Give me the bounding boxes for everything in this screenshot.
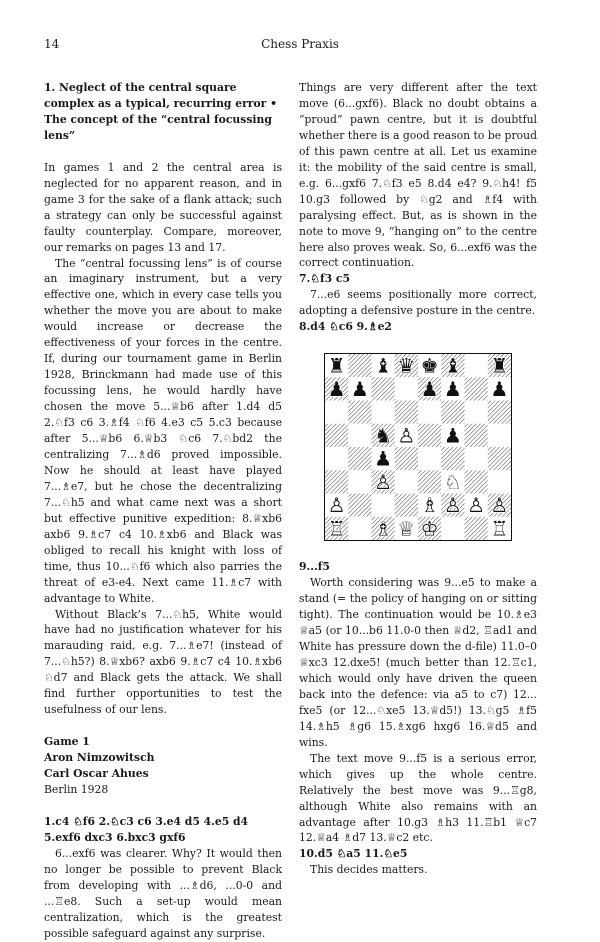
black-knight-icon: ♞ — [374, 423, 393, 448]
dark-square — [465, 517, 488, 540]
black-pawn-icon: ♟ — [374, 446, 393, 471]
dark-square — [348, 447, 371, 470]
light-square — [488, 424, 511, 447]
black-bishop-icon: ♝ — [443, 354, 462, 378]
paragraph: 6...exf6 was clearer. Why? It would then no longer be possible to prevent Black from developing with ...♗d6, ...0-0 and ...♖e8. Such a set-up would mean centralization, which is the greatest possible safeguard against any surprise. — [44, 846, 282, 940]
light-square — [418, 401, 441, 424]
black-player: Carl Oscar Ahues — [44, 767, 149, 781]
paragraph: The text move 9...f5 is a serious error, which gives up the whole centre. Relatively the best move was 9...♖g8, although White also remains with an advantage after 10.g3 ♗h3 11.♖b1 ♕c7 12.♕a4 ♗d7 13.♕c2 etc. — [299, 751, 537, 845]
white-pawn-icon: ♙ — [397, 423, 416, 448]
black-pawn-icon: ♟ — [490, 377, 509, 402]
dark-square — [325, 471, 348, 494]
white-pawn-icon: ♙ — [374, 470, 393, 495]
light-square — [348, 471, 371, 494]
white-rook-icon: ♖ — [490, 516, 509, 541]
light-square — [395, 471, 418, 494]
light-square — [465, 447, 488, 470]
black-pawn-icon: ♟ — [443, 377, 462, 402]
white-king-icon: ♔ — [420, 516, 439, 541]
right-column — [299, 80, 537, 878]
white-queen-icon: ♕ — [397, 516, 416, 541]
white-rook-icon: ♖ — [327, 516, 346, 541]
running-title: Chess Praxis — [261, 37, 339, 51]
black-king-icon: ♚ — [420, 354, 439, 378]
chess-diagram — [324, 353, 512, 541]
paragraph: 7...e6 seems positionally more correct, adopting a defensive posture in the centre. — [299, 288, 537, 318]
section-heading: 1. Neglect of the central square complex as a typical, recurring error • The concept of the “central focussing lens” — [44, 81, 278, 142]
dark-square — [418, 424, 441, 447]
black-pawn-icon: ♟ — [420, 377, 439, 402]
white-pawn-icon: ♙ — [467, 493, 486, 518]
dark-square — [488, 401, 511, 424]
dark-square — [488, 447, 511, 470]
light-square — [465, 354, 488, 377]
move-sequence: 7.♘f3 c5 — [299, 272, 350, 286]
white-player: Aron Nimzowitsch — [44, 751, 155, 765]
event: Berlin 1928 — [44, 783, 109, 797]
dark-square — [465, 378, 488, 401]
page-number: 14 — [44, 37, 60, 51]
paragraph: Worth considering was 9...e5 to make a stand (= the policy of hanging on or sitting tight). The continuation would be 10.♗e3 ♕a5 (or 10...b6 11.0-0 then ♕d2, ♖ad1 and White has pressure down the d-file) 11.0–0 ♕xc3 12.dxe5! (much better than 12.♖c1, which would only have driven the queen back into the defence: via a5 to c7) 12... fxe5 (or 12...♘xe5 13.♕d5!) 13.♘g5 ♗f5 14.♗h5 ♗g6 15.♗xg6 hxg6 16.♕d5 and wins. — [299, 576, 537, 749]
black-rook-icon: ♜ — [490, 354, 509, 378]
white-pawn-icon: ♙ — [490, 493, 509, 518]
light-square — [395, 378, 418, 401]
dark-square — [441, 401, 464, 424]
left-column — [44, 80, 282, 942]
move-sequence: 10.d5 ♘a5 11.♘e5 — [299, 847, 408, 861]
paragraph: Things are very different after the text move (6...gxf6). Black no doubt obtains a “proud” pawn centre, but it is doubtful whether there is a good reason to be proud of this pawn centre at all. Let us examine it: the mobility of the said centre is small, e.g. 6...gxf6 7.♘f3 e5 8.d4 e4? 9.♘h4! f5 10.g3 followed by ♘g2 and ♗f4 with paralysing effect. But, as is shown in the note to move 9, “hanging on” to the centre here also proves weak. So, 6...exf6 was the correct continuation. — [299, 81, 537, 270]
black-rook-icon: ♜ — [327, 354, 346, 378]
dark-square — [395, 447, 418, 470]
dark-square — [348, 354, 371, 377]
light-square — [441, 517, 464, 540]
paragraph: This decides matters. — [310, 863, 428, 877]
white-bishop-icon: ♗ — [374, 516, 393, 541]
paragraph: In games 1 and 2 the central area is neglected for no apparent reason, and in game 3 for the sake of a flank attack; such a strategy can only be successful against faulty counterplay. Compare, moreover, our remarks on pages 13 and 17. — [44, 160, 282, 254]
white-pawn-icon: ♙ — [443, 493, 462, 518]
black-pawn-icon: ♟ — [443, 423, 462, 448]
move-sequence: 8.d4 ♘c6 9.♗e2 — [299, 320, 392, 334]
dark-square — [465, 471, 488, 494]
light-square — [488, 471, 511, 494]
white-bishop-icon: ♗ — [420, 493, 439, 518]
dark-square — [395, 401, 418, 424]
black-queen-icon: ♛ — [397, 354, 416, 378]
move-sequence: 9...f5 — [299, 560, 330, 574]
paragraph: The “central focussing lens” is of course an imaginary instrument, but a very effective one, which in every case tells you whether the move you are about to make would increase or decrease the effectiveness of your forces in the centre. If, during our tournament game in Berlin 1928, Brinckmann had made use of this focussing lens, he would hardly have chosen the move 5...♕b6 after 1.d4 d5 2.♘f3 c6 3.♗f4 ♘f6 4.e3 c5 5.c3 because after 5...♕b6 6.♕b3 ♘c6 7.♘bd2 the centralizing 7...♗d6 proved impossible. Now he should at least have played 7...♗e7, but he chose the decentralizing 7...♘h5 and what came next was a short but effective punitive expedition: 8.♕xb6 axb6 9.♗c7 c4 10.♗xb6 and Black was obliged to recall his knight with loss of time, thus 10...♘f6 which also parries the threat of e3-e4. Next came 11.♗c7 with advantage to White. — [44, 256, 282, 605]
dark-square — [372, 378, 395, 401]
dark-square — [325, 424, 348, 447]
light-square — [348, 424, 371, 447]
white-knight-icon: ♘ — [443, 470, 462, 495]
dark-square — [348, 494, 371, 517]
black-pawn-icon: ♟ — [350, 377, 369, 402]
game-label: Game 1 — [44, 735, 90, 749]
light-square — [372, 494, 395, 517]
paragraph: Without Black’s 7...♘h5, White would have had no justification whatever for his marauding raid, e.g. 7...♗e7! (instead of 7...♘h5?) 8.♕xb6? axb6 9.♗c7 c4 10.♗xb6 ♘d7 and Black gets the attack. We shall find further opportunities to test the usefulness of our lens. — [44, 607, 282, 717]
dark-square — [348, 401, 371, 424]
dark-square — [418, 471, 441, 494]
dark-square — [441, 447, 464, 470]
move-sequence: 1.c4 ♘f6 2.♘c3 c6 3.e4 d5 4.e5 d4 5.exf6 dxc3 6.bxc3 gxf6 — [44, 814, 249, 844]
dark-square — [395, 494, 418, 517]
light-square — [348, 517, 371, 540]
white-pawn-icon: ♙ — [327, 493, 346, 518]
light-square — [325, 447, 348, 470]
light-square — [325, 401, 348, 424]
light-square — [418, 447, 441, 470]
black-pawn-icon: ♟ — [327, 377, 346, 402]
light-square — [465, 401, 488, 424]
black-bishop-icon: ♝ — [374, 354, 393, 378]
dark-square — [465, 424, 488, 447]
light-square — [372, 401, 395, 424]
